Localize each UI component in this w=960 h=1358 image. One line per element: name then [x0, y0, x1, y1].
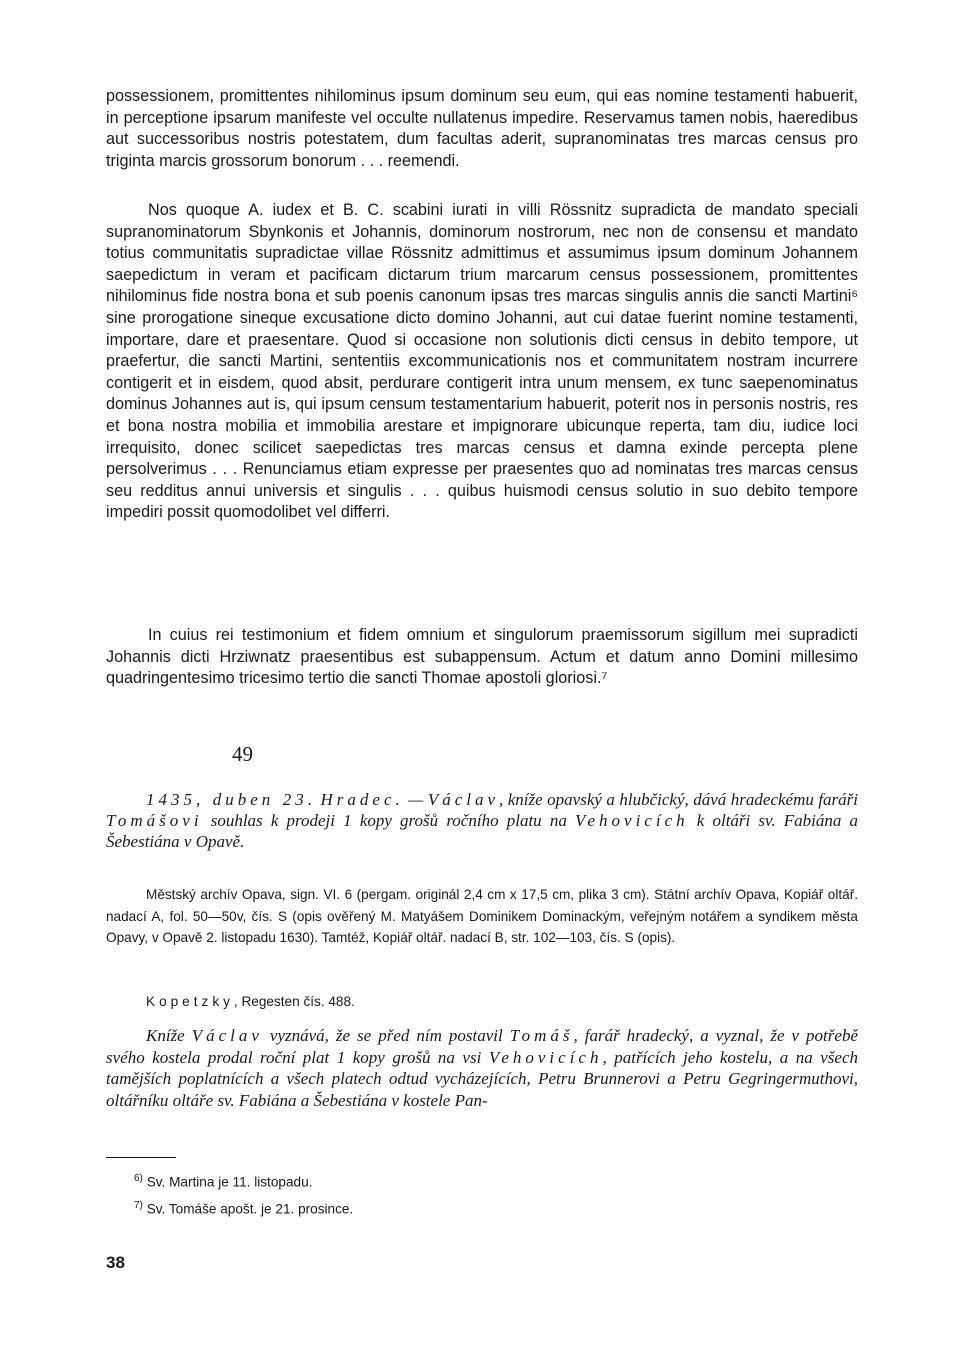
summary-text-3: , farář hradecký, a vyznal, že v potřebě svého kostela prodal roční plat 1 kopy grošů na vsi [106, 1026, 858, 1067]
footnote-1 [134, 1170, 312, 1192]
bibliography-line [106, 991, 858, 1013]
footnote-2-mark: 7) [134, 1200, 143, 1211]
summary-text-4: , patřících jeho kostelu, a na všech tamějších poplatnících a všech platech odtud vycházejících, Petru Brunnerovi a Petru Gegringermuthovi, oltářníku oltáře sv. Fabiána a Šebestiána v kostele Pan- [106, 1047, 859, 1110]
bibliography-author: Kopetzky [146, 994, 234, 1009]
regest-text-b: souhlas k prodeji 1 kopy grošů ročního platu na [202, 811, 575, 830]
regest-person2: Tomášovi [106, 811, 203, 830]
summary-text-2: vyznává, že se před ním postavil [262, 1026, 510, 1045]
page-number: 38 [106, 1253, 125, 1272]
regest-date: 1435, duben 23. [146, 790, 317, 809]
footnote-2 [134, 1197, 353, 1219]
regest-heading [106, 789, 858, 852]
summary-name-3: Vehovicích [488, 1047, 603, 1067]
footnote-divider [106, 1157, 176, 1158]
regest-text-c: k oltáři sv. Fabiána a Šebestiána v Opavě. [106, 811, 858, 851]
regest-text-a: , kníže opavský a hlubčický, dává hradeckému faráři [499, 790, 859, 809]
latin-paragraph-1: possessionem, promittentes nihilominus ipsum dominum seu eum, qui eas nomine testamenti habuerit, in perceptione ipsarum manifeste vel occulte nullatenus impedire. Reservamus tamen nobis, haeredibus aut successoribus nostris potestatem, dum facultas aderit, supranominatas tres marcas census pro triginta marcis grossorum bonorum . . . reemendi. [106, 87, 858, 170]
regest-village: Vehovicích [574, 811, 689, 830]
latin-paragraph-2: Nos quoque A. iudex et B. C. scabini iurati in villi Rössnitz supradicta de mandato speciali supranominatorum Sbynkonis et Johannis, dominorum nostrorum, nec non de consensu et mandato totius communitatis supradictae villae Rössnitz admittimus et assumimus ipsum dominum Johannem saepedictum in veram et pacificam dictarum trium marcarum census possessionem, promittentes nihilominus fide nostra bona et sub poenis canonum ipsas tres marcas singulis annis die sancti Martini⁶ sine prorogatione sineque excusatione dicto domino Johanni, aut cui datae fuerint nomine testamenti, importare, dare et praesentare. Quod si occasione non solutionis dicti census in debito tempore, ut praefertur, die sancti Martini, sententiis excommunicationis nos et communitatem nostram incurrere contigerit et in eisdem, quod absit, perdurare contigerit intra unum mensem, ex tunc saepenominatus dominus Johannes aut is, qui ipsum censum testamentarium habuerit, poterit nos in personis nostris, res et bona nostra mobilia et immobilia arestare et impignorare ubicunque reperta, tam diu, iudice loci irrequisito, donec scilicet saepedictas tres marcas census et damna exinde percepta plene persolverimus . . . Renunciamus etiam expresse per praesentes quo ad nominatas tres marcas census seu redditus annui universis et singulis . . . quibus huismodi census solutio in suo debito tempore impediri possit quomodolibet vel differri. [106, 201, 858, 522]
summary-name-2: Tomáš [509, 1026, 574, 1045]
regest-dash: — [403, 790, 428, 809]
summary-name-1: Václav [191, 1026, 263, 1045]
regest-person: Václav [427, 790, 500, 809]
latin-paragraph-3: In cuius rei testimonium et fidem omnium et singulorum praemissorum sigillum mei supradicti Johannis dicti Hrziwnatz praesentibus est subappensum. Actum et datum anno Domini millesimo quadringentesimo tricesimo tertio die sancti Thomae apostoli gloriosi.⁷ [106, 626, 858, 688]
archive-note: Městský archív Opava, sign. VI. 6 (pergam. originál 2,4 cm x 17,5 cm, plika 3 cm). Státní archív Opava, Kopiář oltář. nadací A, fol. 50—50v, čís. S (opis ověřený M. Matyášem Dominikem Dominackým, veřejným notářem a syndikem města Opavy, v Opavě 2. listopadu 1630). Tamtéž, Kopiář oltář. nadací B, str. 102—103, čís. S (opis). [106, 887, 858, 945]
footnote-1-text: Sv. Martina je 11. listopadu. [146, 1174, 313, 1190]
summary-paragraph [106, 1025, 858, 1111]
regest-place: Hradec. [320, 790, 404, 809]
summary-text-1: Kníže [146, 1026, 192, 1045]
footnote-1-mark: 6) [134, 1173, 143, 1184]
footnote-2-text: Sv. Tomáše apošt. je 21. prosince. [146, 1201, 354, 1217]
document-number: 49 [232, 742, 253, 766]
bibliography-rest: , Regesten čís. 488. [233, 994, 355, 1009]
